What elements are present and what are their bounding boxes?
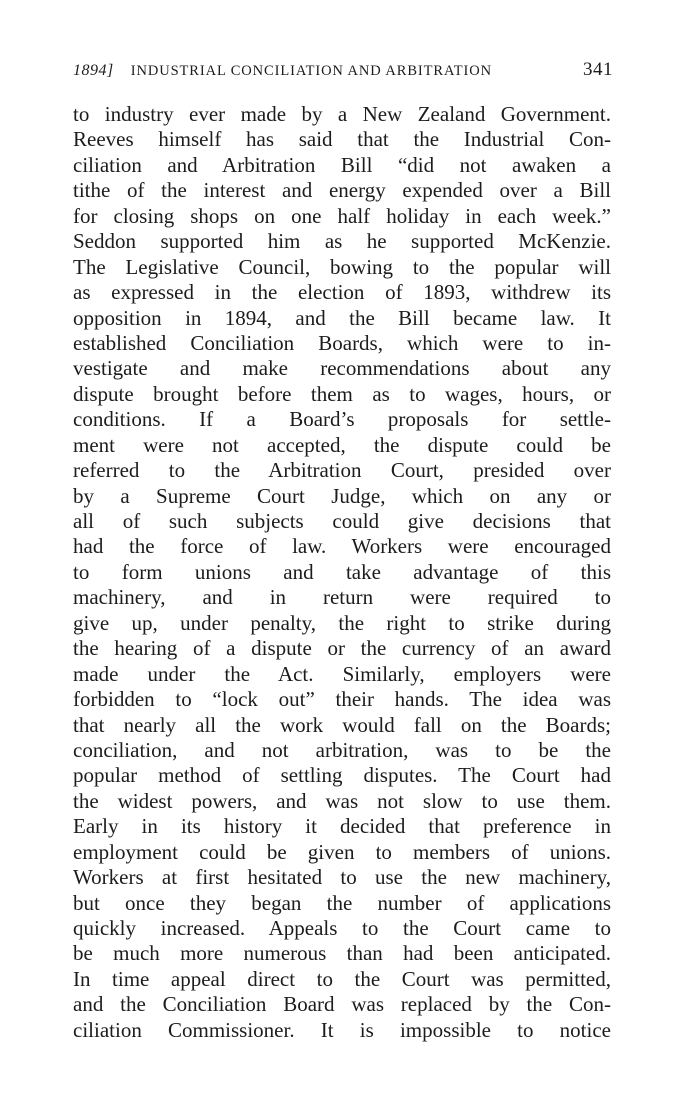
text-line: as expressed in the election of 1893, withdrew its (73, 280, 611, 305)
text-line: employment could be given to members of unions. (73, 839, 611, 864)
body-text (73, 102, 611, 1043)
text-line: had the force of law. Workers were encouraged (73, 534, 611, 559)
text-line: all of such subjects could give decisions that (73, 509, 611, 533)
text-line: to industry ever made by a New Zealand Government. (73, 102, 611, 126)
text-line: dispute brought before them as to wages, hours, or (73, 381, 611, 406)
page-number: 341 (583, 59, 613, 80)
text-line: Early in its history it decided that preference in (73, 814, 611, 839)
running-head (73, 59, 613, 83)
text-line: tithe of the interest and energy expended over a Bill (73, 178, 611, 203)
text-line: referred to the Arbitration Court, presided over (73, 458, 611, 483)
text-line: made under the Act. Similarly, employers were (73, 661, 611, 686)
text-line: conciliation, and not arbitration, was to be the (73, 737, 611, 762)
text-line: Seddon supported him as he supported McKenzie. (73, 229, 611, 254)
text-line: ciliation and Arbitration Bill “did not awaken a (73, 152, 611, 177)
text-line: the hearing of a dispute or the currency of an award (73, 636, 611, 661)
text-line: In time appeal direct to the Court was permitted, (73, 966, 611, 991)
text-line: the widest powers, and was not slow to use them. (73, 788, 611, 813)
text-line: to form unions and take advantage of this (73, 559, 611, 584)
text-line: ciliation Commissioner. It is impossible to notice (73, 1017, 611, 1042)
text-line: forbidden to “lock out” their hands. The idea was (73, 687, 611, 712)
text-line: established Conciliation Boards, which were to in- (73, 330, 611, 355)
text-line: conditions. If a Board’s proposals for settle- (73, 407, 611, 432)
text-line: that nearly all the work would fall on the Boards; (73, 712, 611, 737)
text-line: opposition in 1894, and the Bill became law. It (73, 305, 611, 330)
text-line: and the Conciliation Board was replaced by the Con- (73, 992, 611, 1017)
text-line: The Legislative Council, bowing to the popular will (73, 254, 611, 279)
text-line: machinery, and in return were required to (73, 585, 611, 610)
header-year: 1894] (73, 62, 114, 79)
text-line: Reeves himself has said that the Industrial Con- (73, 127, 611, 152)
text-line: be much more numerous than had been anticipated. (73, 941, 611, 966)
header-title: INDUSTRIAL CONCILIATION AND ARBITRATION (130, 63, 492, 79)
text-line: by a Supreme Court Judge, which on any or (73, 483, 611, 508)
text-line: quickly increased. Appeals to the Court came to (73, 916, 611, 940)
text-line: give up, under penalty, the right to strike during (73, 610, 611, 635)
text-line: but once they began the number of applications (73, 890, 611, 915)
text-line: ment were not accepted, the dispute could be (73, 432, 611, 457)
text-line: Workers at first hesitated to use the new machinery, (73, 865, 611, 890)
text-line: popular method of settling disputes. The Court had (73, 763, 611, 788)
text-line: for closing shops on one half holiday in each week.” (73, 203, 611, 228)
text-line: vestigate and make recommendations about any (73, 356, 611, 381)
